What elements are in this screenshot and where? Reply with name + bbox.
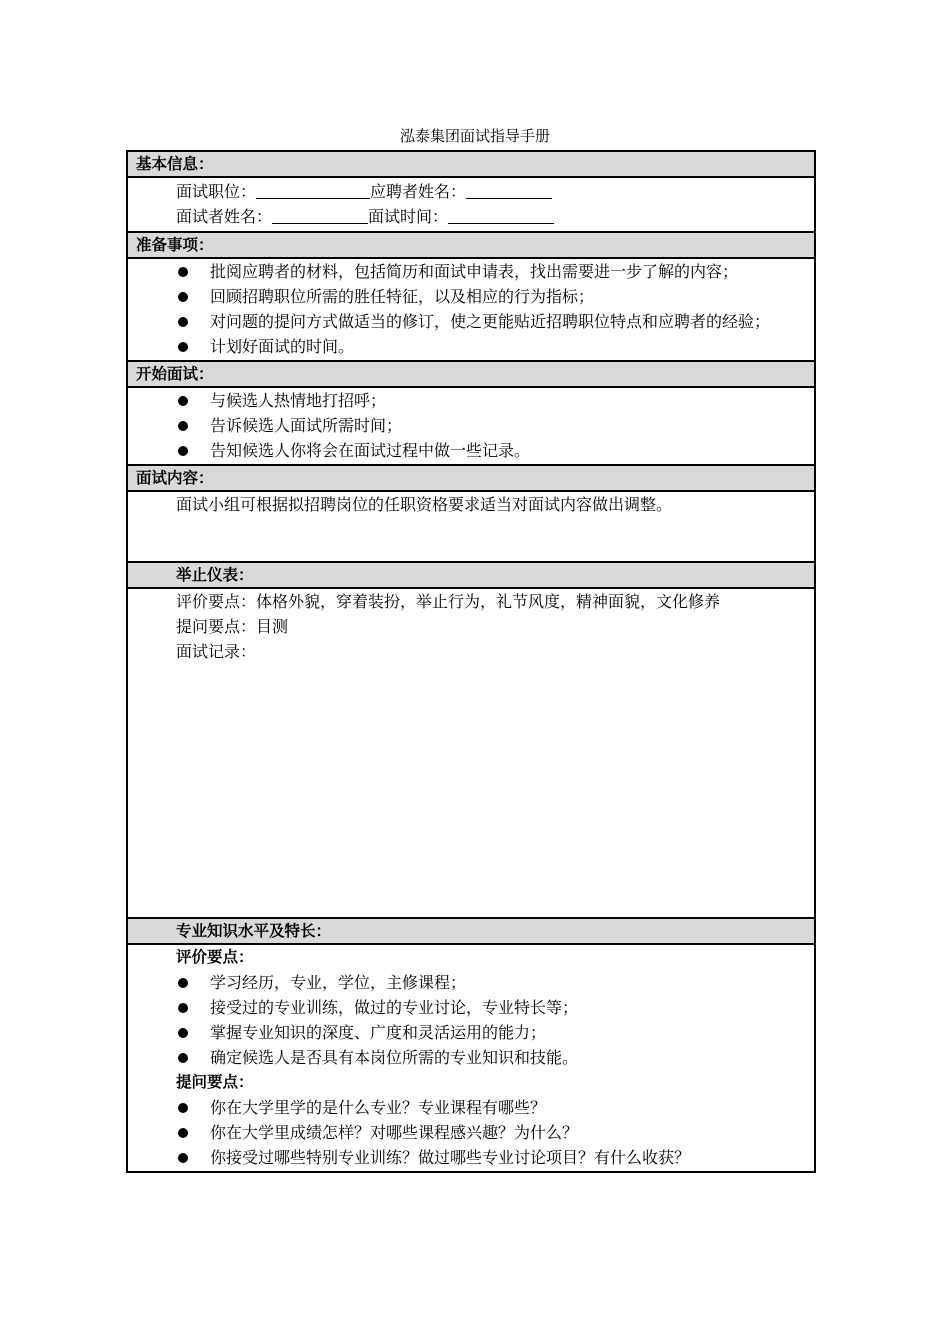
section-header-start-interview: 开始面试：	[128, 362, 814, 388]
interview-form	[126, 150, 816, 1173]
start-item: 告知候选人你将会在面试过程中做一些记录。	[128, 438, 814, 463]
prep-item: 回顾招聘职位所需的胜任特征，以及相应的行为指标；	[128, 284, 814, 309]
section-header-preparation: 准备事项：	[128, 233, 814, 259]
interview-content-text: 面试小组可根据拟招聘岗位的任职资格要求适当对面试内容做出调整。	[176, 495, 673, 514]
bullet-icon	[178, 1128, 188, 1138]
knowledge-eval-item: 掌握专业知识的深度、广度和灵活运用的能力；	[128, 1020, 814, 1045]
bullet-icon	[178, 396, 188, 406]
ask-text: 目测	[256, 617, 289, 636]
bullet-icon	[178, 292, 188, 302]
knowledge-ask-item: 你在大学里成绩怎样？对哪些课程感兴趣？为什么？	[128, 1120, 814, 1145]
interviewer-name-label: 面试者姓名：	[176, 207, 273, 226]
section-interview-content	[128, 492, 814, 563]
section-knowledge	[128, 945, 814, 1173]
interview-time-blank[interactable]	[448, 205, 554, 224]
knowledge-eval-item: 确定候选人是否具有本岗位所需的专业知识和技能。	[128, 1045, 814, 1070]
bullet-icon	[178, 1003, 188, 1013]
knowledge-ask-label: 提问要点：	[176, 1073, 254, 1091]
prep-item: 对问题的提问方式做适当的修订，使之更能贴近招聘职位特点和应聘者的经验；	[128, 309, 814, 334]
appearance-eval-row	[128, 589, 814, 614]
position-blank[interactable]	[256, 180, 370, 199]
section-appearance	[128, 589, 814, 919]
bullet-icon	[178, 421, 188, 431]
document-title: 泓泰集团面试指导手册	[399, 127, 550, 145]
start-item: 与候选人热情地打招呼；	[128, 388, 814, 413]
bullet-icon	[178, 1103, 188, 1113]
section-start-interview	[128, 388, 814, 466]
bullet-icon	[178, 1153, 188, 1163]
knowledge-eval-item: 学习经历，专业，学位，主修课程；	[128, 970, 814, 995]
applicant-name-label: 应聘者姓名：	[370, 182, 467, 201]
start-item: 告诉候选人面试所需时间；	[128, 413, 814, 438]
basic-info-row-2	[128, 204, 814, 229]
section-preparation	[128, 259, 814, 362]
bullet-icon	[178, 267, 188, 277]
appearance-ask-row	[128, 614, 814, 639]
eval-label: 评价要点：	[176, 592, 257, 611]
section-header-interview-content: 面试内容：	[128, 466, 814, 492]
applicant-name-blank[interactable]	[466, 180, 552, 199]
bullet-icon	[178, 342, 188, 352]
prep-item: 批阅应聘者的材料，包括简历和面试申请表，找出需要进一步了解的内容；	[128, 259, 814, 284]
bullet-icon	[178, 317, 188, 327]
eval-text: 体格外貌，穿着装扮，举止行为，礼节风度，精神面貌，文化修养	[256, 592, 721, 611]
bullet-icon	[178, 446, 188, 456]
basic-info-row-1	[128, 179, 814, 204]
knowledge-ask-item: 你接受过哪些特别专业训练？做过哪些专业讨论项目？有什么收获？	[128, 1145, 814, 1170]
section-header-basic-info: 基本信息：	[128, 152, 814, 178]
section-header-knowledge: 专业知识水平及特长：	[128, 919, 814, 945]
section-basic-info	[128, 178, 814, 233]
bullet-icon	[178, 978, 188, 988]
section-header-appearance: 举止仪表：	[128, 563, 814, 589]
interviewer-name-blank[interactable]	[272, 205, 368, 224]
bullet-icon	[178, 1053, 188, 1063]
ask-label: 提问要点：	[176, 617, 257, 636]
interview-record-label: 面试记录：	[176, 642, 257, 661]
bullet-icon	[178, 1028, 188, 1038]
knowledge-ask-item: 你在大学里学的是什么专业？专业课程有哪些？	[128, 1095, 814, 1120]
interview-time-label: 面试时间：	[368, 207, 449, 226]
knowledge-eval-label: 评价要点：	[176, 948, 254, 966]
knowledge-eval-item: 接受过的专业训练，做过的专业讨论，专业特长等；	[128, 995, 814, 1020]
prep-item: 计划好面试的时间。	[128, 334, 814, 359]
position-label: 面试职位：	[176, 182, 257, 201]
